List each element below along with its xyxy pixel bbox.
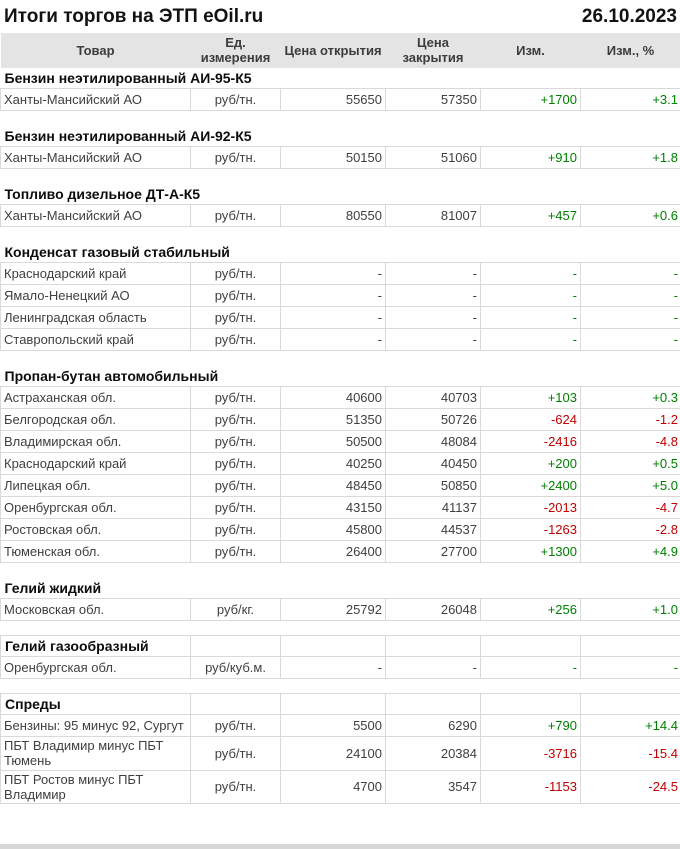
- section-gap-row: [1, 621, 680, 636]
- table-row: [1, 715, 680, 737]
- unit-cell: руб/тн.: [191, 519, 281, 541]
- product-cell: Ростовская обл.: [1, 519, 191, 541]
- open-price-cell: 40250: [281, 453, 386, 475]
- open-price-cell: -: [281, 263, 386, 285]
- gap-cell: [1, 563, 680, 578]
- product-cell: Липецкая обл.: [1, 475, 191, 497]
- change-pct-cell: +3.1: [581, 89, 680, 111]
- unit-cell: руб/тн.: [191, 770, 281, 804]
- open-price-cell: 55650: [281, 89, 386, 111]
- close-price-cell: -: [386, 307, 481, 329]
- product-cell: Ямало-Ненецкий АО: [1, 285, 191, 307]
- change-cell: +457: [481, 205, 581, 227]
- table-row: [1, 329, 680, 351]
- section-gap-row: [1, 679, 680, 694]
- trading-results-table: [0, 33, 680, 804]
- unit-cell: руб/кг.: [191, 599, 281, 621]
- change-cell: +790: [481, 715, 581, 737]
- change-pct-cell: +5.0: [581, 475, 680, 497]
- close-price-cell: 6290: [386, 715, 481, 737]
- product-cell: Оренбургская обл.: [1, 497, 191, 519]
- change-pct-cell: -: [581, 263, 680, 285]
- table-row: [1, 387, 680, 409]
- close-price-cell: 48084: [386, 431, 481, 453]
- change-cell: -1153: [481, 770, 581, 804]
- change-cell: -1263: [481, 519, 581, 541]
- gap-cell: [1, 111, 680, 126]
- empty-cell: [386, 694, 481, 715]
- open-price-cell: 80550: [281, 205, 386, 227]
- unit-cell: руб/тн.: [191, 431, 281, 453]
- product-cell: Бензины: 95 минус 92, Сургут: [1, 715, 191, 737]
- section-title-row: [1, 694, 680, 715]
- table-row: [1, 519, 680, 541]
- product-cell: Московская обл.: [1, 599, 191, 621]
- open-price-cell: 50150: [281, 147, 386, 169]
- page-header: [0, 0, 680, 33]
- open-price-cell: 50500: [281, 431, 386, 453]
- section-title-row: [1, 578, 680, 599]
- open-price-cell: 48450: [281, 475, 386, 497]
- change-cell: +256: [481, 599, 581, 621]
- table-row: [1, 453, 680, 475]
- close-price-cell: 27700: [386, 541, 481, 563]
- change-pct-cell: -: [581, 329, 680, 351]
- close-price-cell: 57350: [386, 89, 481, 111]
- table-row: [1, 475, 680, 497]
- unit-cell: руб/тн.: [191, 205, 281, 227]
- open-price-cell: 26400: [281, 541, 386, 563]
- section-title: Спреды: [1, 694, 191, 715]
- column-header-change-pct: Изм., %: [581, 33, 680, 68]
- product-cell: Оренбургская обл.: [1, 657, 191, 679]
- product-cell: Ханты-Мансийский АО: [1, 147, 191, 169]
- empty-cell: [481, 636, 581, 657]
- section-title-row: [1, 184, 680, 205]
- change-pct-cell: -1.2: [581, 409, 680, 431]
- empty-cell: [581, 694, 680, 715]
- table-row: [1, 147, 680, 169]
- unit-cell: руб/тн.: [191, 737, 281, 771]
- bottom-scrollbar-track: [0, 844, 680, 849]
- unit-cell: руб/тн.: [191, 497, 281, 519]
- change-pct-cell: +4.9: [581, 541, 680, 563]
- unit-cell: руб/тн.: [191, 409, 281, 431]
- close-price-cell: 50850: [386, 475, 481, 497]
- section-title-row: [1, 242, 680, 263]
- product-cell: Тюменская обл.: [1, 541, 191, 563]
- product-cell: ПБТ Ростов минус ПБТ Владимир: [1, 770, 191, 804]
- close-price-cell: 81007: [386, 205, 481, 227]
- change-pct-cell: -: [581, 285, 680, 307]
- open-price-cell: -: [281, 329, 386, 351]
- close-price-cell: 44537: [386, 519, 481, 541]
- open-price-cell: 43150: [281, 497, 386, 519]
- change-cell: -624: [481, 409, 581, 431]
- column-header-change: Изм.: [481, 33, 581, 68]
- open-price-cell: -: [281, 285, 386, 307]
- unit-cell: руб/тн.: [191, 541, 281, 563]
- close-price-cell: -: [386, 285, 481, 307]
- report-date: 26.10.2023: [581, 5, 677, 27]
- section-title-row: [1, 366, 680, 387]
- section-title: Гелий газообразный: [1, 636, 191, 657]
- empty-cell: [581, 636, 680, 657]
- section-gap-row: [1, 169, 680, 184]
- table-row: [1, 497, 680, 519]
- product-cell: Астраханская обл.: [1, 387, 191, 409]
- change-cell: -2416: [481, 431, 581, 453]
- section-gap-row: [1, 351, 680, 366]
- change-pct-cell: -2.8: [581, 519, 680, 541]
- change-pct-cell: -4.7: [581, 497, 680, 519]
- section-gap-row: [1, 227, 680, 242]
- close-price-cell: 40450: [386, 453, 481, 475]
- change-pct-cell: +1.0: [581, 599, 680, 621]
- close-price-cell: 51060: [386, 147, 481, 169]
- unit-cell: руб/тн.: [191, 263, 281, 285]
- close-price-cell: -: [386, 263, 481, 285]
- change-cell: +200: [481, 453, 581, 475]
- table-row: [1, 307, 680, 329]
- section-title: Пропан-бутан автомобильный: [4, 368, 219, 385]
- section-title-row: [1, 68, 680, 89]
- unit-cell: руб/тн.: [191, 329, 281, 351]
- table-row: [1, 770, 680, 804]
- close-price-cell: 26048: [386, 599, 481, 621]
- close-price-cell: 40703: [386, 387, 481, 409]
- change-cell: -2013: [481, 497, 581, 519]
- change-pct-cell: -4.8: [581, 431, 680, 453]
- unit-cell: руб/тн.: [191, 453, 281, 475]
- open-price-cell: 40600: [281, 387, 386, 409]
- column-header-unit: Ед. измерения: [191, 33, 281, 68]
- unit-cell: руб/тн.: [191, 147, 281, 169]
- table-row: [1, 431, 680, 453]
- table-row: [1, 205, 680, 227]
- change-pct-cell: -15.4: [581, 737, 680, 771]
- unit-cell: руб/тн.: [191, 715, 281, 737]
- page-title: Итоги торгов на ЭТП eOil.ru: [4, 5, 264, 27]
- table-row: [1, 737, 680, 771]
- gap-cell: [1, 169, 680, 184]
- unit-cell: руб/тн.: [191, 387, 281, 409]
- change-cell: -: [481, 307, 581, 329]
- change-cell: +910: [481, 147, 581, 169]
- change-cell: -: [481, 657, 581, 679]
- column-header-open-price: Цена открытия: [281, 33, 386, 68]
- section-gap-row: [1, 111, 680, 126]
- column-header-product: Товар: [1, 33, 191, 68]
- open-price-cell: 5500: [281, 715, 386, 737]
- unit-cell: руб/тн.: [191, 89, 281, 111]
- empty-cell: [191, 694, 281, 715]
- open-price-cell: 45800: [281, 519, 386, 541]
- product-cell: Ставропольский край: [1, 329, 191, 351]
- empty-cell: [191, 636, 281, 657]
- table-row: [1, 285, 680, 307]
- change-cell: -: [481, 329, 581, 351]
- gap-cell: [1, 351, 680, 366]
- section-title: Бензин неэтилированный АИ-95-К5: [4, 70, 252, 87]
- gap-cell: [1, 621, 680, 636]
- product-cell: ПБТ Владимир минус ПБТ Тюмень: [1, 737, 191, 771]
- empty-cell: [481, 694, 581, 715]
- unit-cell: руб/куб.м.: [191, 657, 281, 679]
- empty-cell: [281, 636, 386, 657]
- change-cell: +1300: [481, 541, 581, 563]
- gap-cell: [1, 679, 680, 694]
- section-title-row: [1, 126, 680, 147]
- change-cell: -: [481, 285, 581, 307]
- section-title: Гелий жидкий: [4, 580, 102, 597]
- change-pct-cell: +1.8: [581, 147, 680, 169]
- empty-cell: [386, 636, 481, 657]
- change-pct-cell: +0.5: [581, 453, 680, 475]
- unit-cell: руб/тн.: [191, 475, 281, 497]
- unit-cell: руб/тн.: [191, 307, 281, 329]
- close-price-cell: 20384: [386, 737, 481, 771]
- close-price-cell: 50726: [386, 409, 481, 431]
- change-cell: +1700: [481, 89, 581, 111]
- section-gap-row: [1, 563, 680, 578]
- table-row: [1, 89, 680, 111]
- gap-cell: [1, 227, 680, 242]
- change-cell: +2400: [481, 475, 581, 497]
- open-price-cell: 4700: [281, 770, 386, 804]
- column-header-close-price: Цена закрытия: [386, 33, 481, 68]
- open-price-cell: 25792: [281, 599, 386, 621]
- change-pct-cell: +0.6: [581, 205, 680, 227]
- close-price-cell: -: [386, 657, 481, 679]
- table-row: [1, 263, 680, 285]
- close-price-cell: 3547: [386, 770, 481, 804]
- change-pct-cell: +14.4: [581, 715, 680, 737]
- product-cell: Ханты-Мансийский АО: [1, 89, 191, 111]
- section-title: Конденсат газовый стабильный: [4, 244, 230, 261]
- open-price-cell: -: [281, 657, 386, 679]
- change-pct-cell: -24.5: [581, 770, 680, 804]
- section-title: Бензин неэтилированный АИ-92-К5: [4, 128, 252, 145]
- open-price-cell: 24100: [281, 737, 386, 771]
- product-cell: Ханты-Мансийский АО: [1, 205, 191, 227]
- change-pct-cell: -: [581, 307, 680, 329]
- table-row: [1, 409, 680, 431]
- open-price-cell: 51350: [281, 409, 386, 431]
- close-price-cell: -: [386, 329, 481, 351]
- table-row: [1, 657, 680, 679]
- table-row: [1, 599, 680, 621]
- change-cell: -: [481, 263, 581, 285]
- product-cell: Краснодарский край: [1, 263, 191, 285]
- table-row: [1, 541, 680, 563]
- section-title-row: [1, 636, 680, 657]
- change-cell: +103: [481, 387, 581, 409]
- product-cell: Владимирская обл.: [1, 431, 191, 453]
- change-cell: -3716: [481, 737, 581, 771]
- product-cell: Краснодарский край: [1, 453, 191, 475]
- empty-cell: [281, 694, 386, 715]
- product-cell: Белгородская обл.: [1, 409, 191, 431]
- change-pct-cell: -: [581, 657, 680, 679]
- open-price-cell: -: [281, 307, 386, 329]
- change-pct-cell: +0.3: [581, 387, 680, 409]
- section-title: Топливо дизельное ДТ-А-К5: [4, 186, 201, 203]
- close-price-cell: 41137: [386, 497, 481, 519]
- table-header-row: [1, 33, 680, 68]
- product-cell: Ленинградская область: [1, 307, 191, 329]
- unit-cell: руб/тн.: [191, 285, 281, 307]
